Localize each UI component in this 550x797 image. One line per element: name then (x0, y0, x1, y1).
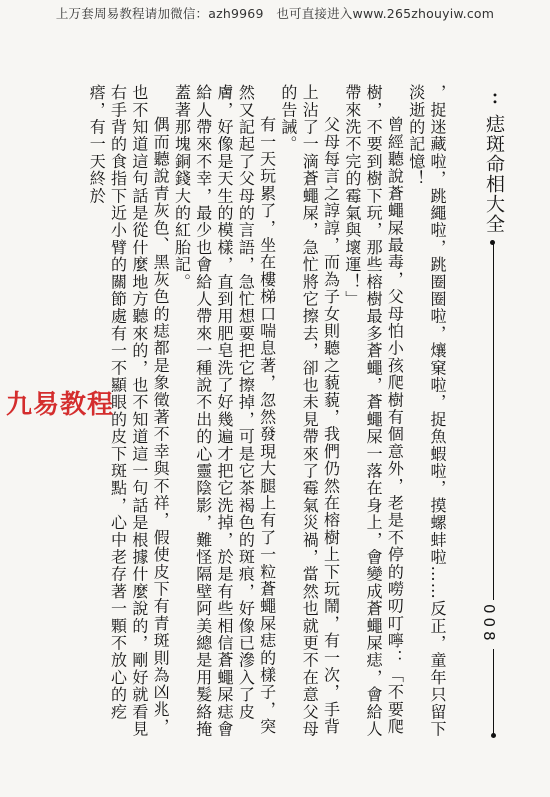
paragraph-3: 父母每言之諄諄，而為子女則聽之藐藐，我們仍然在榕樹上下玩鬧，有一次，手背上沾了一滴蒼蠅屎，急忙將它擦去，卻也未見帶來了霉氣災禍，當然也就更不在意父母的告誡。 (278, 84, 341, 738)
top-banner: 上万套周易教程请加微信：azh9969 也可直接进入www.265zhouyiw.com (55, 6, 495, 21)
body-text (88, 84, 448, 749)
header-dots: •• (488, 92, 499, 106)
watermark-logo: 九易教程 (6, 390, 115, 420)
paragraph-4: 有一天玩累了，坐在樓梯口喘息著，忽然發現大腿上有了一粒蒼蠅屎痣的樣子，突然又記起了父母的言語，急忙想要把它擦掉，可是它茶褐色的斑痕，好像已滲入了皮膚，好像是天生的模樣，直到用肥皂洗了好幾遍才把它洗掉，於是有些相信蒼蠅屎痣會給人帶來不幸，最少也會給人帶來一種說不出的心靈陰影，難怪隔壁阿美總是用髮絡掩蓋著那塊銅錢大的紅胎記。 (172, 84, 277, 738)
paragraph-2: 曾經聽說蒼蠅屎最毒，父母怕小孩爬樹有個意外，老是不停的嘮叨叮嚀：「不要爬樹，不要到樹下玩，那些榕樹最多蒼蠅，蒼蠅屎一落在身上，會變成蒼蠅屎痣，會給人帶來洗不完的霉氣與壞運！」 (342, 84, 405, 738)
page-number: 008 (480, 600, 498, 649)
book-title: 痣斑命相大全 (483, 114, 505, 234)
paragraph-1: ，捉迷藏啦，跳繩啦，跳圈圈啦，爙窠啦，捉魚蝦啦，摸螺蚌啦……反正，童年只留下淡逝的記憶！ (406, 84, 447, 738)
page-header (473, 92, 513, 752)
paragraph-5: 偶而聽說青灰色、黑灰色的痣都是象徵著不幸與不祥，假使皮下有青斑則為凶兆，也不知道這句話是從什麼地方聽來的，也不知道這一句話是根據什麼說的，剛好就看見右手背的食指下近小臂的關節處有一不顯眼的皮下斑點，心中老存著一顆不放心的疙瘩，有一天終於 (87, 84, 171, 738)
header-rule (493, 244, 494, 734)
